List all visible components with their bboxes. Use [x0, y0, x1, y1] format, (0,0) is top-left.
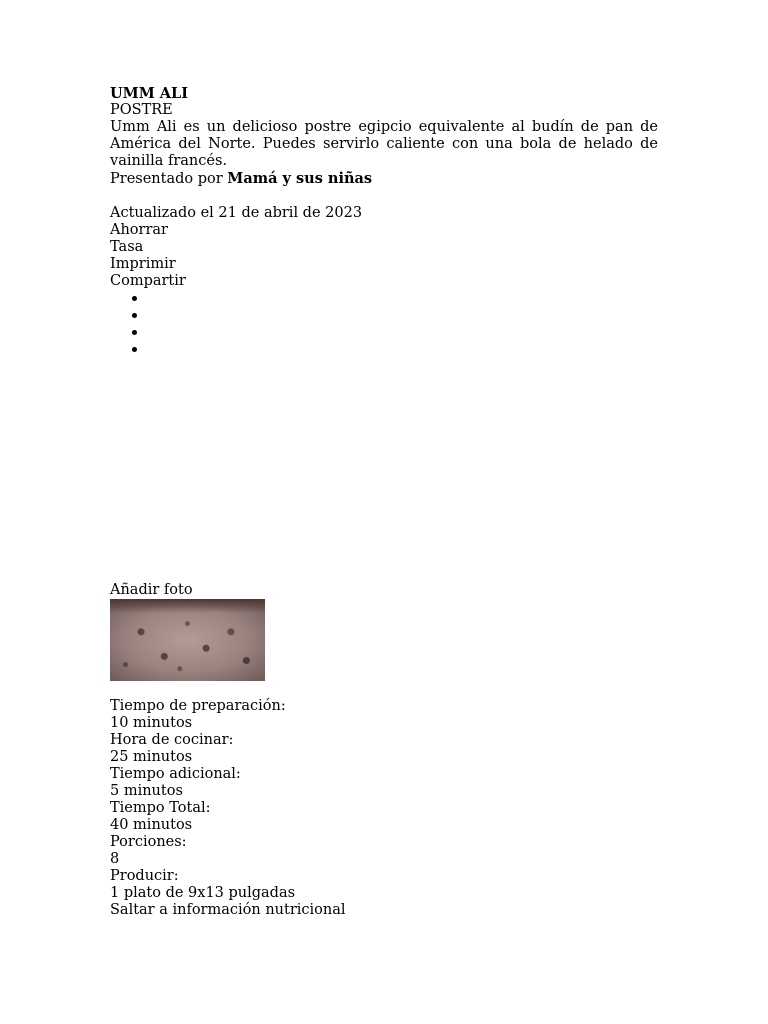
print-button[interactable]: Imprimir [110, 256, 176, 272]
additional-time-label: Tiempo adicional: [110, 766, 241, 782]
recipe-category: POSTRE [110, 102, 173, 118]
share-options-list [110, 290, 658, 358]
total-time-value: 40 minutos [110, 817, 193, 833]
recipe-photo[interactable] [110, 599, 265, 681]
share-option[interactable] [132, 290, 658, 307]
author-link[interactable]: Mamá y sus niñas [227, 170, 373, 187]
rate-button[interactable]: Tasa [110, 239, 144, 255]
yield-value: 1 plato de 9x13 pulgadas [110, 885, 296, 901]
presented-by [110, 170, 658, 188]
updated-date: Actualizado el 21 de abril de 2023 [110, 205, 363, 221]
servings-label: Porciones: [110, 834, 187, 850]
nutrition-link[interactable]: Saltar a información nutricional [110, 902, 346, 918]
add-photo-link[interactable]: Añadir foto [110, 582, 193, 598]
servings-value: 8 [110, 851, 120, 867]
save-button[interactable]: Ahorrar [110, 222, 168, 238]
share-option[interactable] [132, 324, 658, 341]
prep-time-value: 10 minutos [110, 715, 193, 731]
prep-time-label: Tiempo de preparación: [110, 698, 286, 714]
share-option[interactable] [132, 341, 658, 358]
total-time-label: Tiempo Total: [110, 800, 211, 816]
recipe-title: UMM ALI [110, 85, 189, 102]
presented-by-prefix: Presentado por [110, 171, 223, 187]
share-option[interactable] [132, 307, 658, 324]
yield-label: Producir: [110, 868, 179, 884]
additional-time-value: 5 minutos [110, 783, 183, 799]
recipe-document [110, 85, 658, 919]
share-button[interactable]: Compartir [110, 273, 186, 289]
recipe-description: Umm Ali es un delicioso postre egipcio equivalente al budín de pan de América del Norte. Puedes servirlo caliente con una bola de helado de vainilla francés. [110, 119, 658, 169]
cook-time-value: 25 minutos [110, 749, 193, 765]
cook-time-label: Hora de cocinar: [110, 732, 234, 748]
